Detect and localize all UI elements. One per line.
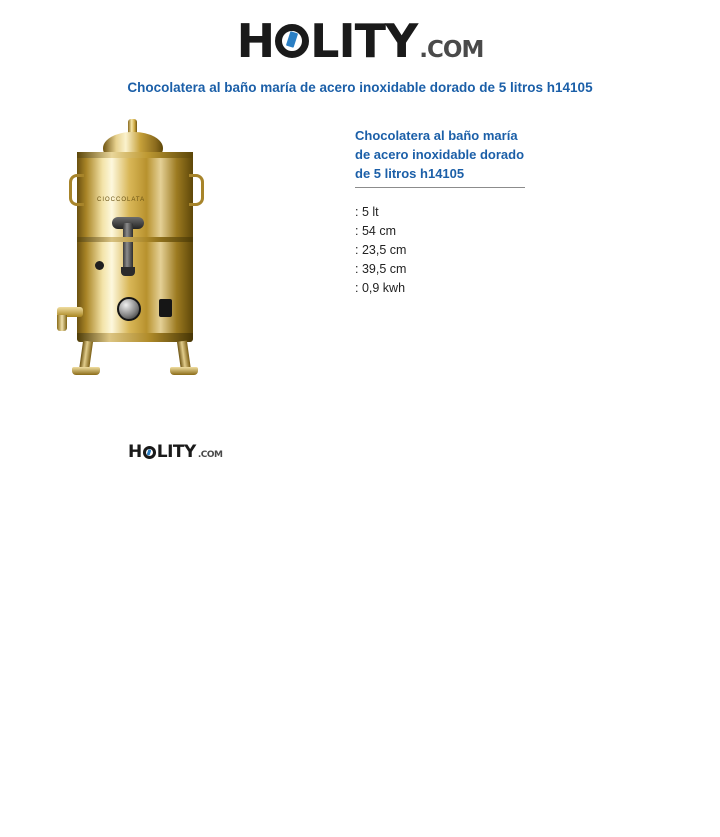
power-switch-shape <box>159 299 172 317</box>
band-top-shape <box>77 152 193 158</box>
spec-row: : 54 cm <box>355 223 396 238</box>
band-mid-shape <box>77 237 193 242</box>
product-info-column <box>355 119 525 389</box>
foot-right-shape <box>170 367 198 375</box>
spec-row: : 23,5 cm <box>355 242 407 257</box>
band-bottom-shape <box>77 333 193 342</box>
footer-logo-o-icon <box>143 446 156 459</box>
tap-stem-shape <box>123 223 133 269</box>
tap-spout-shape <box>121 267 135 276</box>
logo-suffix: .COM <box>419 37 484 63</box>
product-image[interactable] <box>55 119 215 389</box>
spec-row: : 5 lt <box>355 204 379 219</box>
handle-left-shape <box>69 174 84 206</box>
footer-logo-letters-lity: LITY <box>156 442 196 462</box>
footer-logo[interactable] <box>128 444 720 461</box>
footer-logo-suffix: .COM <box>197 450 223 460</box>
spec-row: : 39,5 cm <box>355 261 407 276</box>
spec-row: : 0,9 kwh <box>355 280 406 295</box>
knob-shape <box>95 261 104 270</box>
foot-left-shape <box>72 367 100 375</box>
side-tap-spout-shape <box>57 315 67 331</box>
logo-letters-lity: LITY <box>310 14 418 68</box>
product-specs <box>355 203 525 298</box>
logo-o-icon <box>275 24 309 58</box>
footer-logo-letter-h: H <box>128 442 142 462</box>
handle-right-shape <box>189 174 204 206</box>
lid-knob-shape <box>128 119 137 133</box>
logo-letter-h: H <box>236 14 275 68</box>
body-label: CIOCCOLATA <box>97 197 146 203</box>
site-logo[interactable] <box>236 14 484 68</box>
thermometer-gauge-shape <box>117 297 141 321</box>
product-image-column <box>55 119 355 389</box>
product-name: Chocolatera al baño maría de acero inoxidable dorado de 5 litros h14105 <box>355 127 525 188</box>
page-title: Chocolatera al baño maría de acero inoxidable dorado de 5 litros h14105 <box>127 80 593 95</box>
site-header <box>0 0 720 68</box>
footer-logo-wrap <box>0 444 720 461</box>
product-content <box>0 119 720 389</box>
